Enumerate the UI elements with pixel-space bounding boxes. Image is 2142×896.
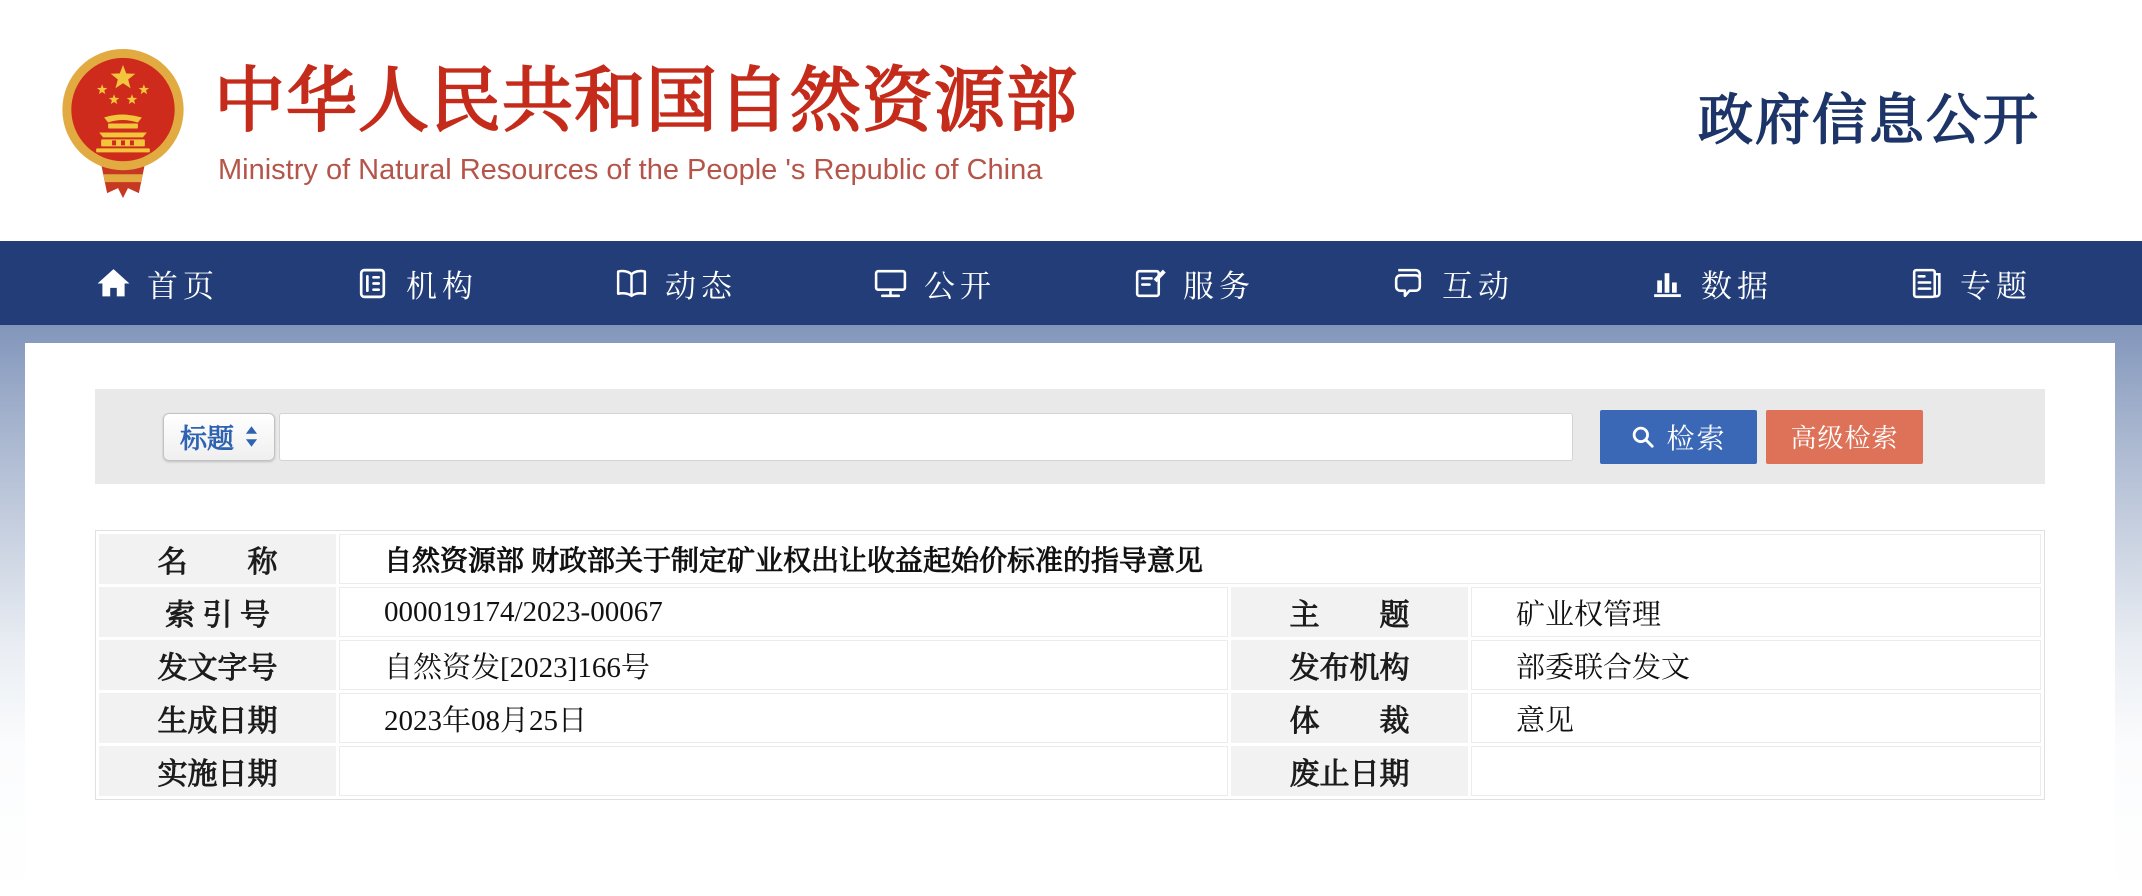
search-input[interactable] <box>279 413 1573 461</box>
main-nav <box>0 241 2142 325</box>
field-value-index-number: 000019174/2023-00067 <box>339 587 1228 637</box>
page-title: 政府信息公开 <box>1697 90 2040 151</box>
nav-item-interaction[interactable] <box>1390 261 1514 306</box>
bar-chart-icon <box>1649 265 1686 302</box>
search-button-label: 检索 <box>1666 422 1727 454</box>
field-label-created-date: 生成日期 <box>99 693 336 743</box>
newspaper-icon <box>1908 265 1945 302</box>
site-title-en: Ministry of Natural Resources of the People 's Republic of China <box>218 154 1043 186</box>
field-value-genre: 意见 <box>1471 693 2041 743</box>
chat-bubbles-icon <box>1390 265 1427 302</box>
nav-item-label: 机构 <box>406 268 478 304</box>
search-button[interactable] <box>1600 410 1757 464</box>
content-background <box>0 325 2142 896</box>
field-value-doc-number: 自然资发[2023]166号 <box>339 640 1228 690</box>
document-info-table <box>95 530 2045 800</box>
field-label-doc-number: 发文字号 <box>99 640 336 690</box>
table-row <box>99 534 2041 584</box>
field-label-issuing-agency: 发布机构 <box>1231 640 1468 690</box>
sort-arrows-icon <box>245 426 258 447</box>
field-value-name: 自然资源部 财政部关于制定矿业权出让收益起始价标准的指导意见 <box>339 534 2041 584</box>
search-bar <box>95 389 2045 484</box>
nav-item-organization[interactable] <box>354 261 478 306</box>
home-icon <box>95 265 132 302</box>
document-edit-icon <box>1131 265 1168 302</box>
nav-item-label: 专题 <box>1960 268 2032 304</box>
field-label-subject: 主 题 <box>1231 587 1468 637</box>
nav-item-home[interactable] <box>95 261 219 306</box>
nav-item-data[interactable] <box>1649 261 1773 306</box>
table-row <box>99 746 2041 796</box>
advanced-search-button[interactable]: 高级检索 <box>1766 410 1923 464</box>
table-row <box>99 640 2041 690</box>
field-value-issuing-agency: 部委联合发文 <box>1471 640 2041 690</box>
table-row <box>99 693 2041 743</box>
field-label-index-number: 索 引 号 <box>99 587 336 637</box>
field-label-genre: 体 裁 <box>1231 693 1468 743</box>
field-label-name: 名 称 <box>99 534 336 584</box>
field-value-repeal-date <box>1471 746 2041 796</box>
nav-item-topics[interactable] <box>1908 261 2032 306</box>
site-title-zh: 中华人民共和国自然资源部 <box>214 62 1079 141</box>
organization-icon <box>354 265 391 302</box>
nav-item-news[interactable] <box>613 261 737 306</box>
open-book-icon <box>613 265 650 302</box>
monitor-icon <box>872 265 909 302</box>
nav-item-services[interactable] <box>1131 261 1255 306</box>
table-row <box>99 587 2041 637</box>
field-value-subject: 矿业权管理 <box>1471 587 2041 637</box>
nav-item-label: 首页 <box>147 268 219 304</box>
search-field-selector-value: 标题 <box>180 424 234 454</box>
field-value-created-date: 2023年08月25日 <box>339 693 1228 743</box>
nav-item-label: 互动 <box>1442 268 1514 304</box>
magnifier-icon <box>1630 424 1656 450</box>
site-header <box>0 0 2142 241</box>
content-card <box>25 343 2115 896</box>
nav-item-label: 数据 <box>1701 268 1773 304</box>
nav-item-label: 服务 <box>1183 268 1255 304</box>
nav-item-label: 动态 <box>665 268 737 304</box>
nav-item-disclosure[interactable] <box>872 261 996 306</box>
national-emblem-logo <box>58 42 188 206</box>
field-value-effective-date <box>339 746 1228 796</box>
field-label-effective-date: 实施日期 <box>99 746 336 796</box>
field-label-repeal-date: 废止日期 <box>1231 746 1468 796</box>
search-field-selector[interactable] <box>163 413 275 461</box>
nav-item-label: 公开 <box>924 268 996 304</box>
